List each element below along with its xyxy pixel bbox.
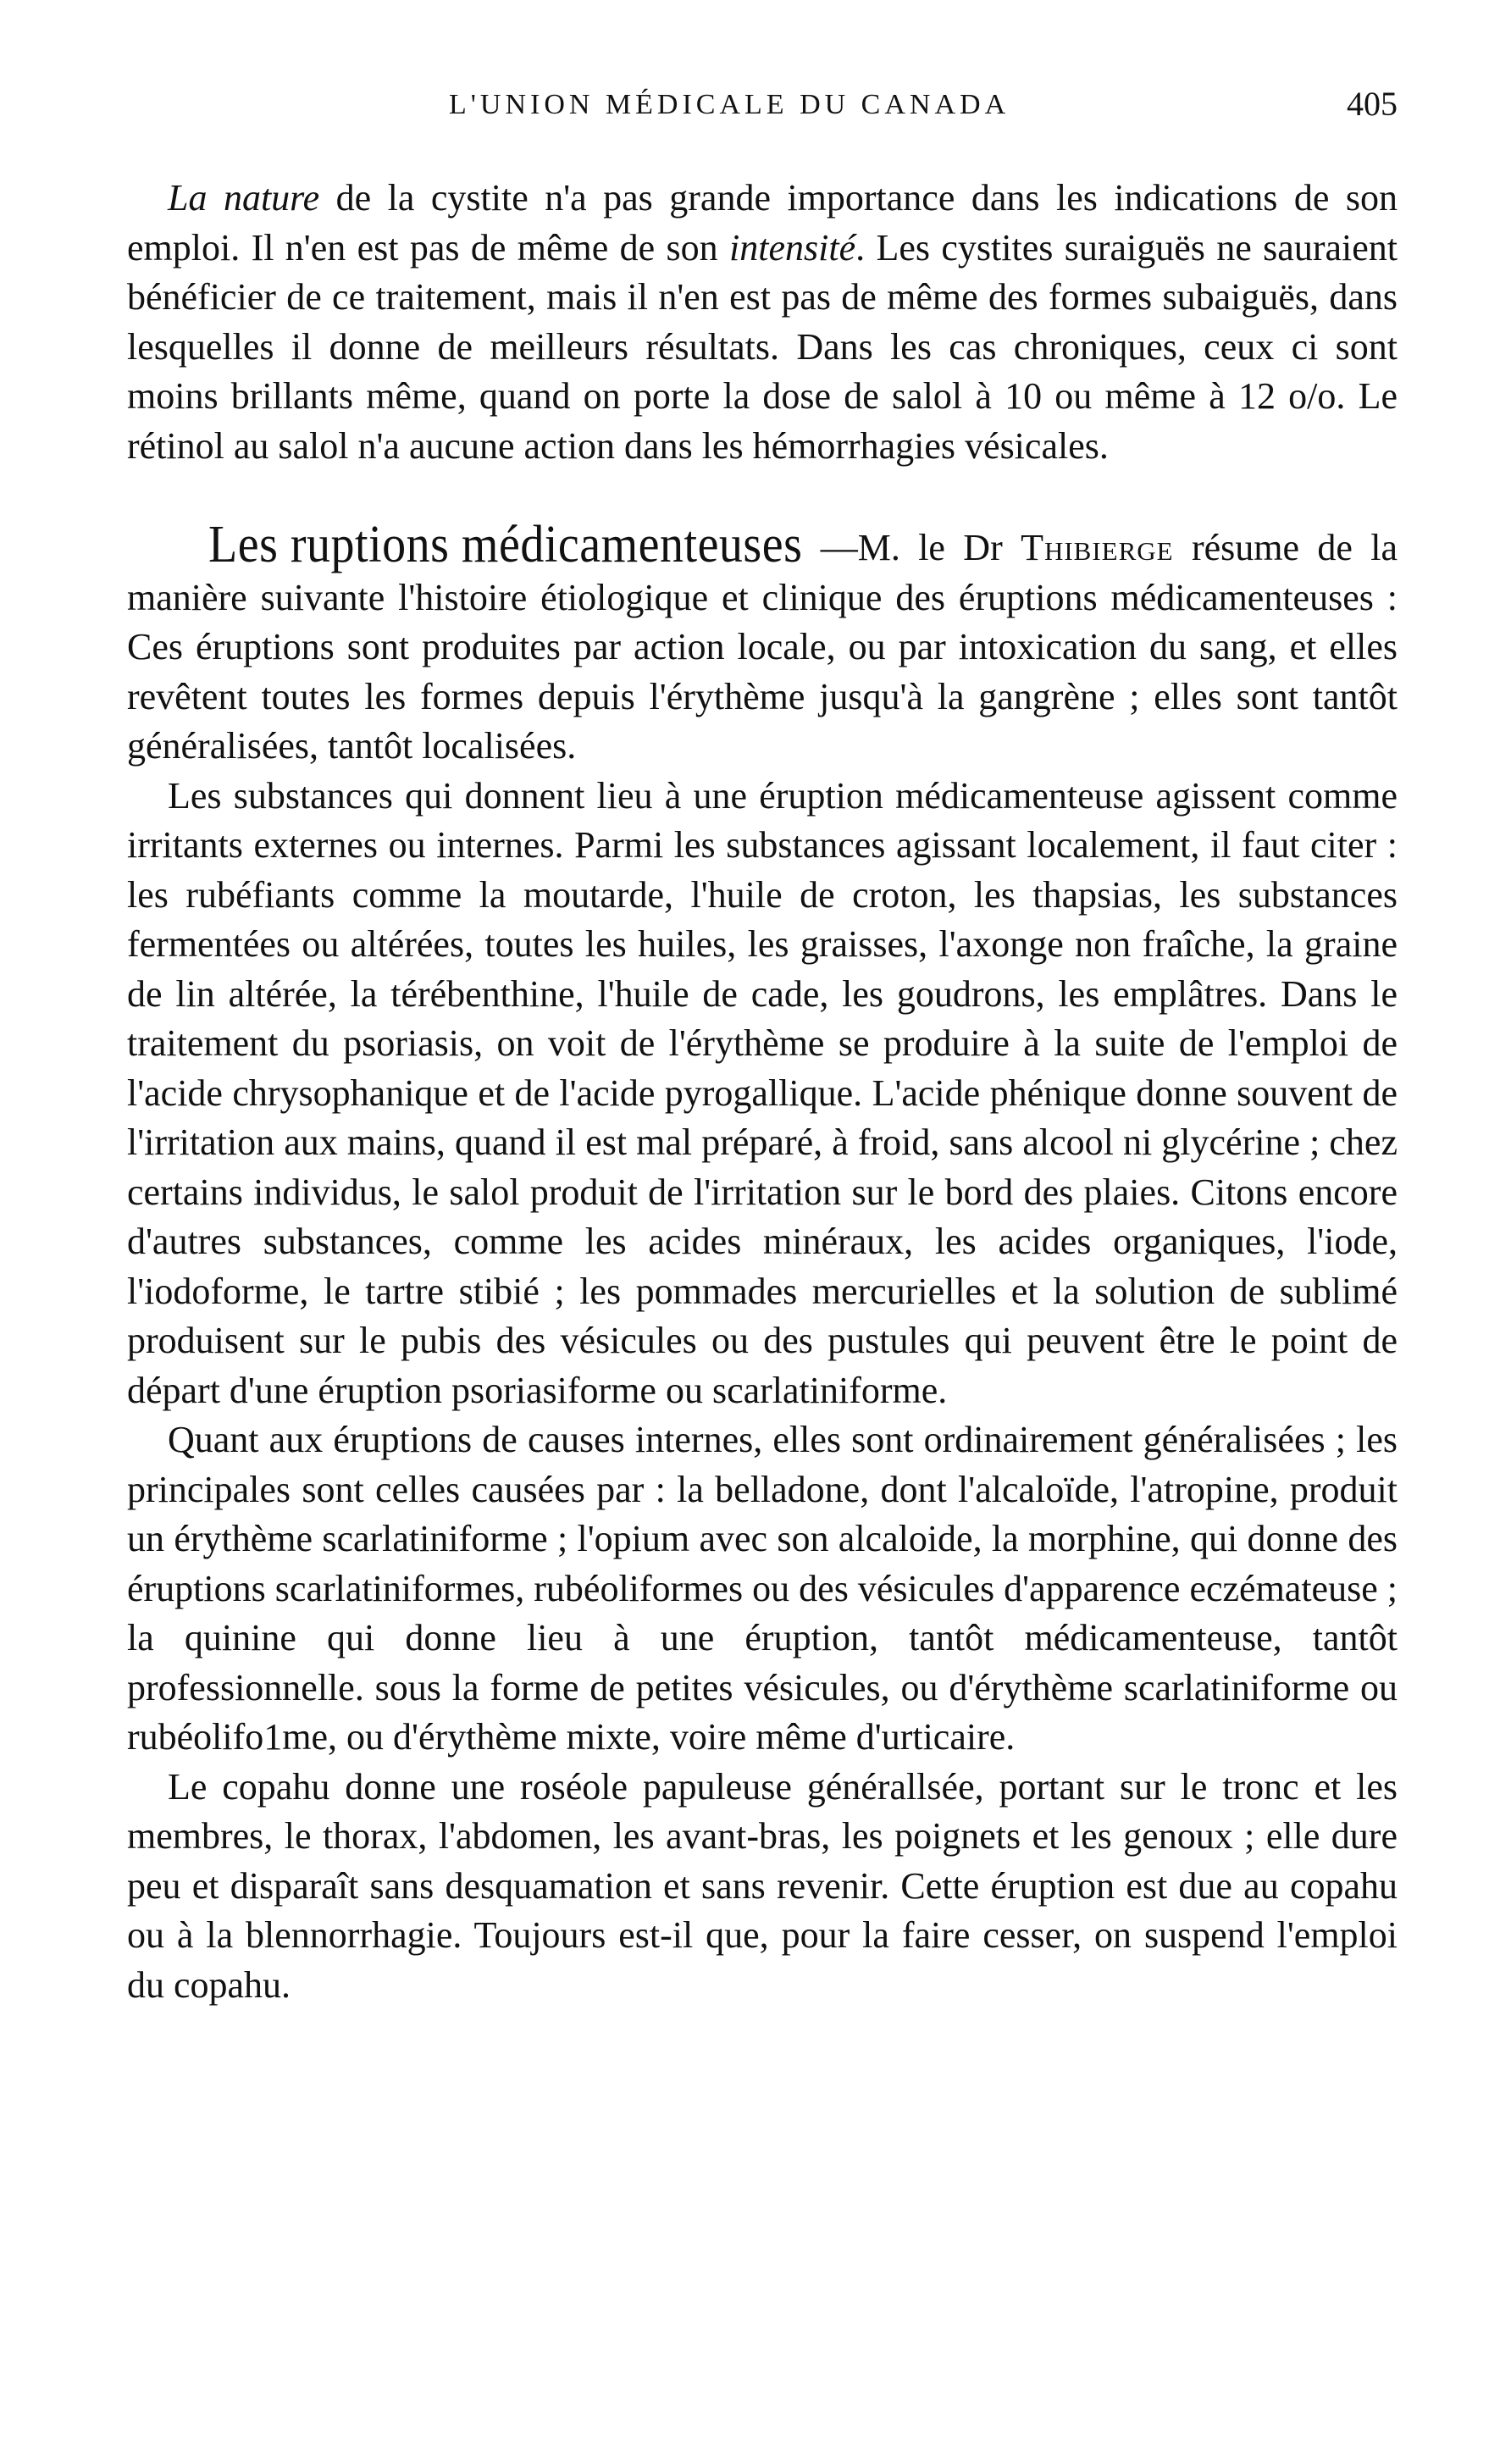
paragraph-cystite	[127, 174, 1398, 471]
heading-dash: —M. le Dr	[802, 527, 1021, 568]
paragraph-internal-causes: Quant aux éruptions de causes internes, elles sont ordinairement généralisées ; les principales sont celles causées par : la belladone, dont l'alcaloïde, l'atropine, produit un érythème scarlatiniforme ; l'opium avec son alcaloide, la morphine, qui donne des éruptions scarlatiniformes, rubéoliformes ou des vésicules d'apparence eczémateuse ; la quinine qui donne lieu à une éruption, tantôt médicamenteuse, tantôt professionnelle. sous la forme de petites vésicules, ou d'érythème scarlatiniforme ou rubéolifo1me, ou d'érythème mixte, voire même d'urticaire.	[127, 1419, 1398, 1758]
paragraph-text: de la cystite n'a pas grande importance dans les indications de son emploi. Il n'en est pas de même de son	[127, 177, 1398, 269]
page-number: 405	[1347, 85, 1398, 123]
author-name: Thibierge	[1021, 527, 1174, 568]
journal-title: L'UNION MÉDICALE DU CANADA	[449, 89, 1010, 120]
paragraph-text: résume de la manière suivante l'histoire étiologique et clinique des éruptions médicamenteuses : Ces éruptions sont produites par action locale, ou par intoxication du sang, et elles revêtent toutes les formes depuis l'érythème jusqu'à la gangrène ; elles sont tantôt généralisées, tantôt localisées.	[127, 527, 1398, 767]
document-page	[127, 80, 1398, 2010]
running-header	[127, 80, 1398, 140]
paragraph-lead-italic: La nature	[168, 177, 320, 219]
article-body	[127, 174, 1398, 2010]
paragraph-text: . Les cystites suraiguës ne sauraient bénéficier de ce traitement, mais il n'en est pas de même des formes subaiguës, dans lesquelles il donne de meilleurs résultats. Dans les cas chroniques, ceux ci sont moins brillants même, quand on porte la dose de salol à 10 ou même à 12 o/o. Le rétinol au salol n'a aucune action dans les hémorrhagies vésicales.	[127, 226, 1398, 467]
italic-term: intensité	[729, 226, 856, 269]
paragraph-substances: Les substances qui donnent lieu à une éruption médicamenteuse agissent comme irritants externes ou internes. Parmi les substances agissant localement, il faut citer : les rubéfiants comme la moutarde, l'huile de croton, les thapsias, les substances fermentées ou altérées, toutes les huiles, les graisses, l'axonge non fraîche, la graine de lin altérée, la térébenthine, l'huile de cade, les goudrons, les emplâtres. Dans le traitement du psoriasis, on voit de l'érythème se produire à la suite de l'emploi de l'acide chrysophanique et de l'acide pyrogallique. L'acide phénique donne souvent de l'irritation aux mains, quand il est mal préparé, à froid, sans alcool ni glycérine ; chez certains individus, le salol produit de l'irritation sur le bord des plaies. Citons encore d'autres substances, comme les acides minéraux, les acides organiques, l'iode, l'iodoforme, le tartre stibié ; les pommades mercurielles et la solution de sublimé produisent sur le pubis des vésicules ou des pustules qui peuvent être le point de départ d'une éruption psoriasiforme ou scarlatiniforme.	[127, 774, 1398, 1411]
paragraph-eruptions-intro	[127, 515, 1398, 772]
section-heading: Les ruptions médicamenteuses	[208, 515, 803, 574]
paragraph-copahu: Le copahu donne une roséole papuleuse générallsée, portant sur le tronc et les membres, le thorax, l'abdomen, les avant-bras, les poignets et les genoux ; elle dure peu et disparaît sans desquamation et sans revenir. Cette éruption est due au copahu ou à la blennorrhagie. Toujours est-il que, pour la faire cesser, on suspend l'emploi du copahu.	[127, 1765, 1398, 2006]
